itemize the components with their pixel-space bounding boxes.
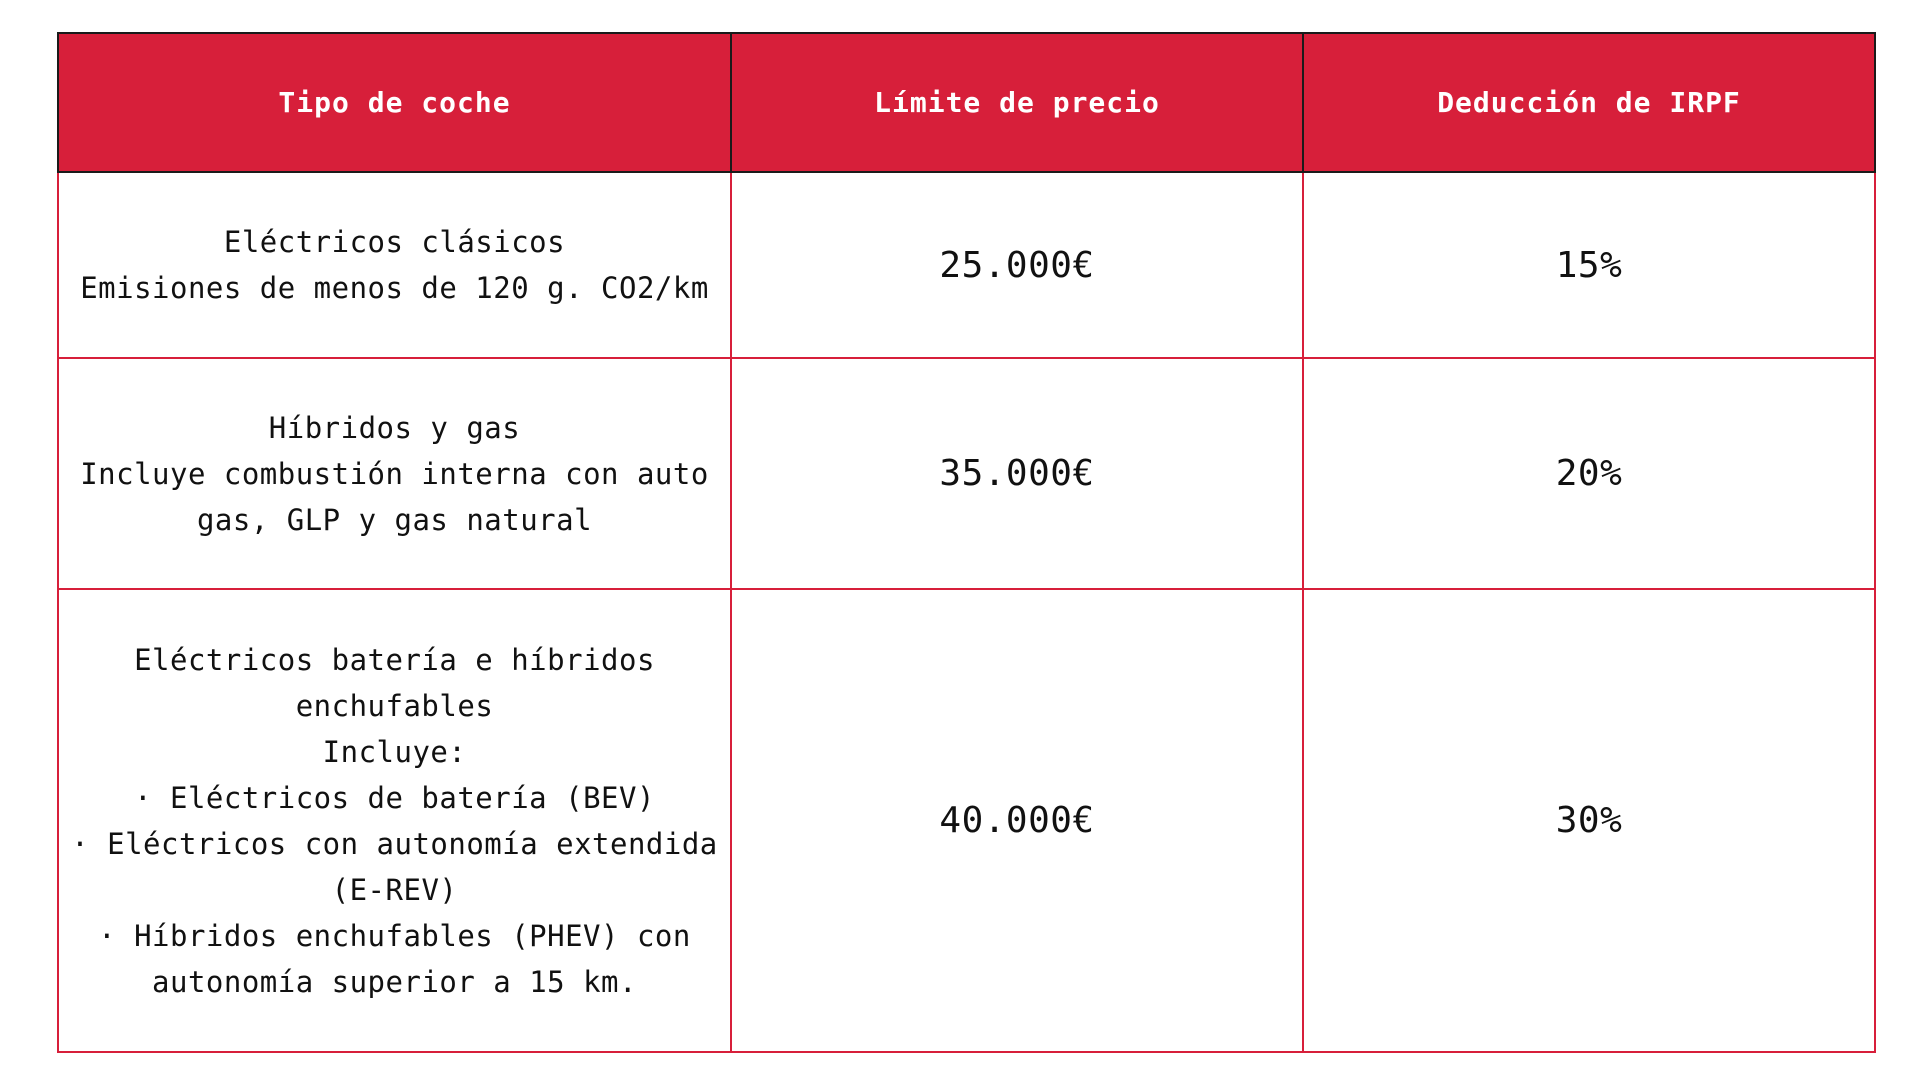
price-limit-cell: 25.000€: [731, 172, 1303, 358]
deduction-cell: 20%: [1303, 358, 1875, 589]
car-type-line: enchufables: [295, 688, 494, 723]
car-type-line: (E-REV): [331, 872, 458, 907]
car-type-line: Incluye combustión interna con auto: [80, 456, 709, 491]
car-type-line: Incluye:: [322, 734, 467, 769]
table-header-row: [58, 33, 1875, 172]
car-type-cell: [58, 589, 731, 1052]
car-type-line: · Híbridos enchufables (PHEV) con: [98, 918, 691, 953]
car-type-line: · Eléctricos con autonomía extendida: [71, 826, 718, 861]
deduction-cell: 30%: [1303, 589, 1875, 1052]
car-type-line: Eléctricos clásicos: [223, 225, 566, 259]
car-type-line: · Eléctricos de batería (BEV): [134, 780, 655, 815]
car-deduction-table: [57, 32, 1876, 1053]
header-car-type: Tipo de coche: [58, 33, 731, 172]
table-row: [58, 172, 1875, 358]
table-row: [58, 589, 1875, 1052]
price-limit-cell: 40.000€: [731, 589, 1303, 1052]
car-type-line: Eléctricos batería e híbridos: [134, 642, 655, 677]
header-irpf-deduction: Deducción de IRPF: [1303, 33, 1875, 172]
car-type-line: gas, GLP y gas natural: [196, 502, 593, 537]
table-row: [58, 358, 1875, 589]
car-type-line: Híbridos y gas: [268, 410, 521, 445]
car-type-cell: [58, 358, 731, 589]
car-type-line: Emisiones de menos de 120 g. CO2/km: [80, 271, 709, 305]
header-price-limit: Límite de precio: [731, 33, 1303, 172]
car-type-cell: [58, 172, 731, 358]
car-type-line: autonomía superior a 15 km.: [152, 964, 637, 999]
deduction-table-container: [57, 32, 1874, 1053]
deduction-cell: 15%: [1303, 172, 1875, 358]
price-limit-cell: 35.000€: [731, 358, 1303, 589]
